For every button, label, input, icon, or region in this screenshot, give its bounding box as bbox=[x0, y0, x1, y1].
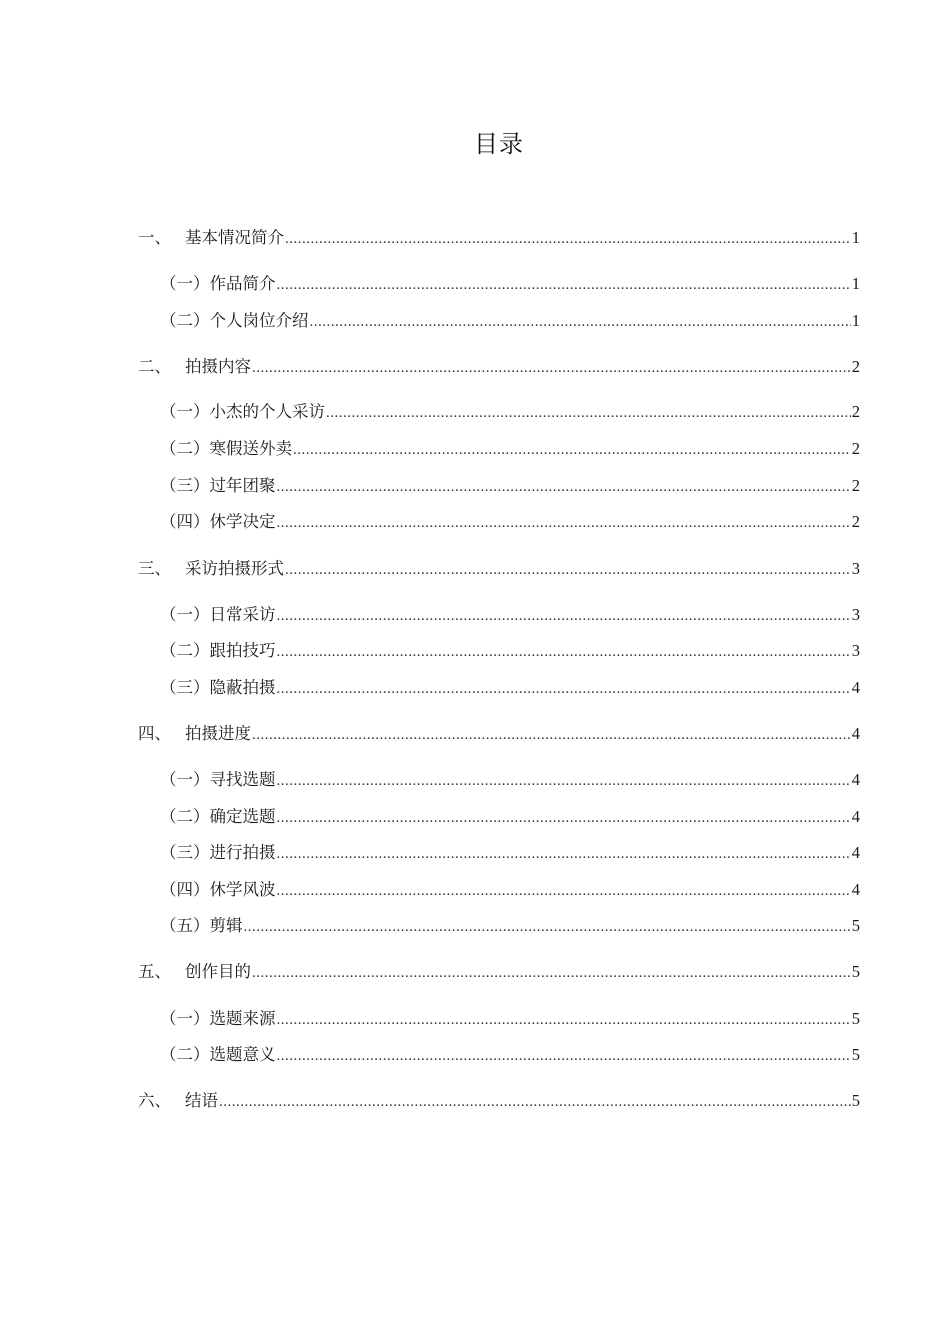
toc-entry-number: （二） bbox=[160, 311, 210, 330]
dot-leader bbox=[310, 310, 851, 334]
dot-leader bbox=[277, 640, 851, 664]
toc-entry-level-2[interactable] bbox=[160, 768, 860, 792]
toc-entry-level-2[interactable] bbox=[160, 272, 860, 296]
dot-leader bbox=[252, 723, 851, 747]
toc-entry-label: 小杰的个人采访 bbox=[209, 402, 325, 421]
dot-leader bbox=[277, 511, 851, 535]
toc-entry-level-1[interactable] bbox=[138, 960, 860, 984]
toc-entry-label: 采访拍摄形式 bbox=[185, 559, 284, 578]
toc-entry-page-number: 5 bbox=[851, 962, 860, 981]
dot-leader bbox=[277, 273, 851, 297]
toc-entry-number: （二） bbox=[160, 641, 210, 660]
dot-leader bbox=[277, 1008, 851, 1032]
dot-leader bbox=[277, 806, 851, 830]
dot-leader bbox=[285, 227, 851, 251]
dot-leader bbox=[219, 1090, 851, 1114]
toc-entry-level-1[interactable] bbox=[138, 1089, 860, 1113]
toc-entry-number: （五） bbox=[160, 916, 210, 935]
toc-entry-label: 跟拍技巧 bbox=[209, 641, 276, 660]
toc-entry-level-1[interactable] bbox=[138, 557, 860, 581]
toc-entry-level-2[interactable] bbox=[160, 603, 860, 627]
dot-leader bbox=[277, 604, 851, 628]
toc-entry-number: 三、 bbox=[138, 559, 171, 578]
toc-entry-level-2[interactable] bbox=[160, 676, 860, 700]
toc-entry-page-number: 2 bbox=[851, 476, 860, 495]
toc-entry-label: 进行拍摄 bbox=[209, 843, 276, 862]
toc-entry-level-2[interactable] bbox=[160, 510, 860, 534]
toc-entry-number: （四） bbox=[160, 880, 210, 899]
toc-entry-level-2[interactable] bbox=[160, 309, 860, 333]
toc-entry-label: 日常采访 bbox=[209, 605, 276, 624]
toc-entry-level-2[interactable] bbox=[160, 805, 860, 829]
toc-entry-number: （二） bbox=[160, 807, 210, 826]
toc-entry-page-number: 1 bbox=[851, 274, 860, 293]
toc-entry-level-2[interactable] bbox=[160, 400, 860, 424]
toc-entry-label: 结语 bbox=[185, 1091, 218, 1110]
toc-entry-label: 过年团聚 bbox=[209, 476, 276, 495]
toc-entry-level-2[interactable] bbox=[160, 841, 860, 865]
dot-leader bbox=[285, 558, 851, 582]
toc-entry-level-2[interactable] bbox=[160, 1007, 860, 1031]
toc-entry-page-number: 2 bbox=[851, 357, 860, 376]
dot-leader bbox=[277, 842, 851, 866]
toc-entry-label: 创作目的 bbox=[185, 962, 251, 981]
toc-entry-label: 剪辑 bbox=[209, 916, 243, 935]
toc-entry-label: 选题来源 bbox=[209, 1009, 276, 1028]
dot-leader bbox=[277, 769, 851, 793]
toc-entry-number: 四、 bbox=[138, 724, 171, 743]
toc-entry-number: （一） bbox=[160, 274, 210, 293]
dot-leader bbox=[326, 401, 851, 425]
toc-entry-level-1[interactable] bbox=[138, 722, 860, 746]
toc-entry-page-number: 3 bbox=[851, 605, 860, 624]
dot-leader bbox=[277, 475, 851, 499]
toc-entry-label: 休学决定 bbox=[209, 512, 276, 531]
toc-entry-number: （二） bbox=[160, 439, 210, 458]
toc-entry-level-2[interactable] bbox=[160, 914, 860, 938]
toc-entry-number: （一） bbox=[160, 605, 210, 624]
toc-entry-number: （二） bbox=[160, 1045, 210, 1064]
toc-entry-page-number: 5 bbox=[851, 1009, 860, 1028]
toc-title: 目录 bbox=[474, 130, 524, 158]
toc-entry-label: 寻找选题 bbox=[209, 770, 276, 789]
toc-entry-number: （三） bbox=[160, 476, 210, 495]
toc-entry-page-number: 5 bbox=[851, 1045, 860, 1064]
toc-entry-label: 休学风波 bbox=[209, 880, 276, 899]
dot-leader bbox=[293, 438, 851, 462]
toc-entry-label: 寒假送外卖 bbox=[209, 439, 292, 458]
toc-entry-page-number: 4 bbox=[851, 880, 860, 899]
toc-entry-label: 隐蔽拍摄 bbox=[209, 678, 276, 697]
toc-entry-number: 一、 bbox=[138, 228, 171, 247]
toc-entry-level-2[interactable] bbox=[160, 878, 860, 902]
dot-leader bbox=[252, 961, 851, 985]
toc-entry-number: 五、 bbox=[138, 962, 171, 981]
toc-entry-number: （一） bbox=[160, 402, 210, 421]
toc-entry-page-number: 3 bbox=[851, 641, 860, 660]
toc-entry-label: 个人岗位介绍 bbox=[209, 311, 309, 330]
dot-leader bbox=[277, 879, 851, 903]
toc-entry-number: 六、 bbox=[138, 1091, 171, 1110]
toc-entry-page-number: 4 bbox=[851, 678, 860, 697]
toc-entry-label: 选题意义 bbox=[209, 1045, 276, 1064]
toc-entry-page-number: 4 bbox=[851, 770, 860, 789]
toc-entry-level-2[interactable] bbox=[160, 639, 860, 663]
toc-entry-page-number: 5 bbox=[851, 916, 860, 935]
toc-entry-page-number: 2 bbox=[851, 439, 860, 458]
toc-entry-level-2[interactable] bbox=[160, 437, 860, 461]
toc-entry-page-number: 2 bbox=[851, 402, 860, 421]
toc-entry-level-2[interactable] bbox=[160, 1043, 860, 1067]
toc-entry-level-1[interactable] bbox=[138, 226, 860, 250]
toc-entry-label: 拍摄内容 bbox=[185, 357, 251, 376]
toc-entry-page-number: 2 bbox=[851, 512, 860, 531]
dot-leader bbox=[244, 915, 851, 939]
dot-leader bbox=[277, 1044, 851, 1068]
toc-entry-page-number: 4 bbox=[851, 843, 860, 862]
toc-entry-page-number: 1 bbox=[851, 311, 860, 330]
toc-entry-page-number: 4 bbox=[851, 807, 860, 826]
toc-entry-number: （三） bbox=[160, 843, 210, 862]
dot-leader bbox=[277, 677, 851, 701]
toc-entry-label: 基本情况简介 bbox=[185, 228, 284, 247]
toc-entry-number: （一） bbox=[160, 770, 210, 789]
toc-entry-level-1[interactable] bbox=[138, 355, 860, 379]
toc-entry-page-number: 3 bbox=[851, 559, 860, 578]
toc-entry-number: （四） bbox=[160, 512, 210, 531]
toc-entry-number: （三） bbox=[160, 678, 210, 697]
toc-entry-level-2[interactable] bbox=[160, 474, 860, 498]
toc-entry-label: 作品简介 bbox=[209, 274, 276, 293]
toc-entry-label: 确定选题 bbox=[209, 807, 276, 826]
toc-entry-number: 二、 bbox=[138, 357, 171, 376]
toc-entry-label: 拍摄进度 bbox=[185, 724, 251, 743]
toc-entry-number: （一） bbox=[160, 1009, 210, 1028]
toc-entry-page-number: 4 bbox=[851, 724, 860, 743]
toc-entry-page-number: 5 bbox=[851, 1091, 860, 1110]
toc-entry-page-number: 1 bbox=[851, 228, 860, 247]
dot-leader bbox=[252, 356, 851, 380]
